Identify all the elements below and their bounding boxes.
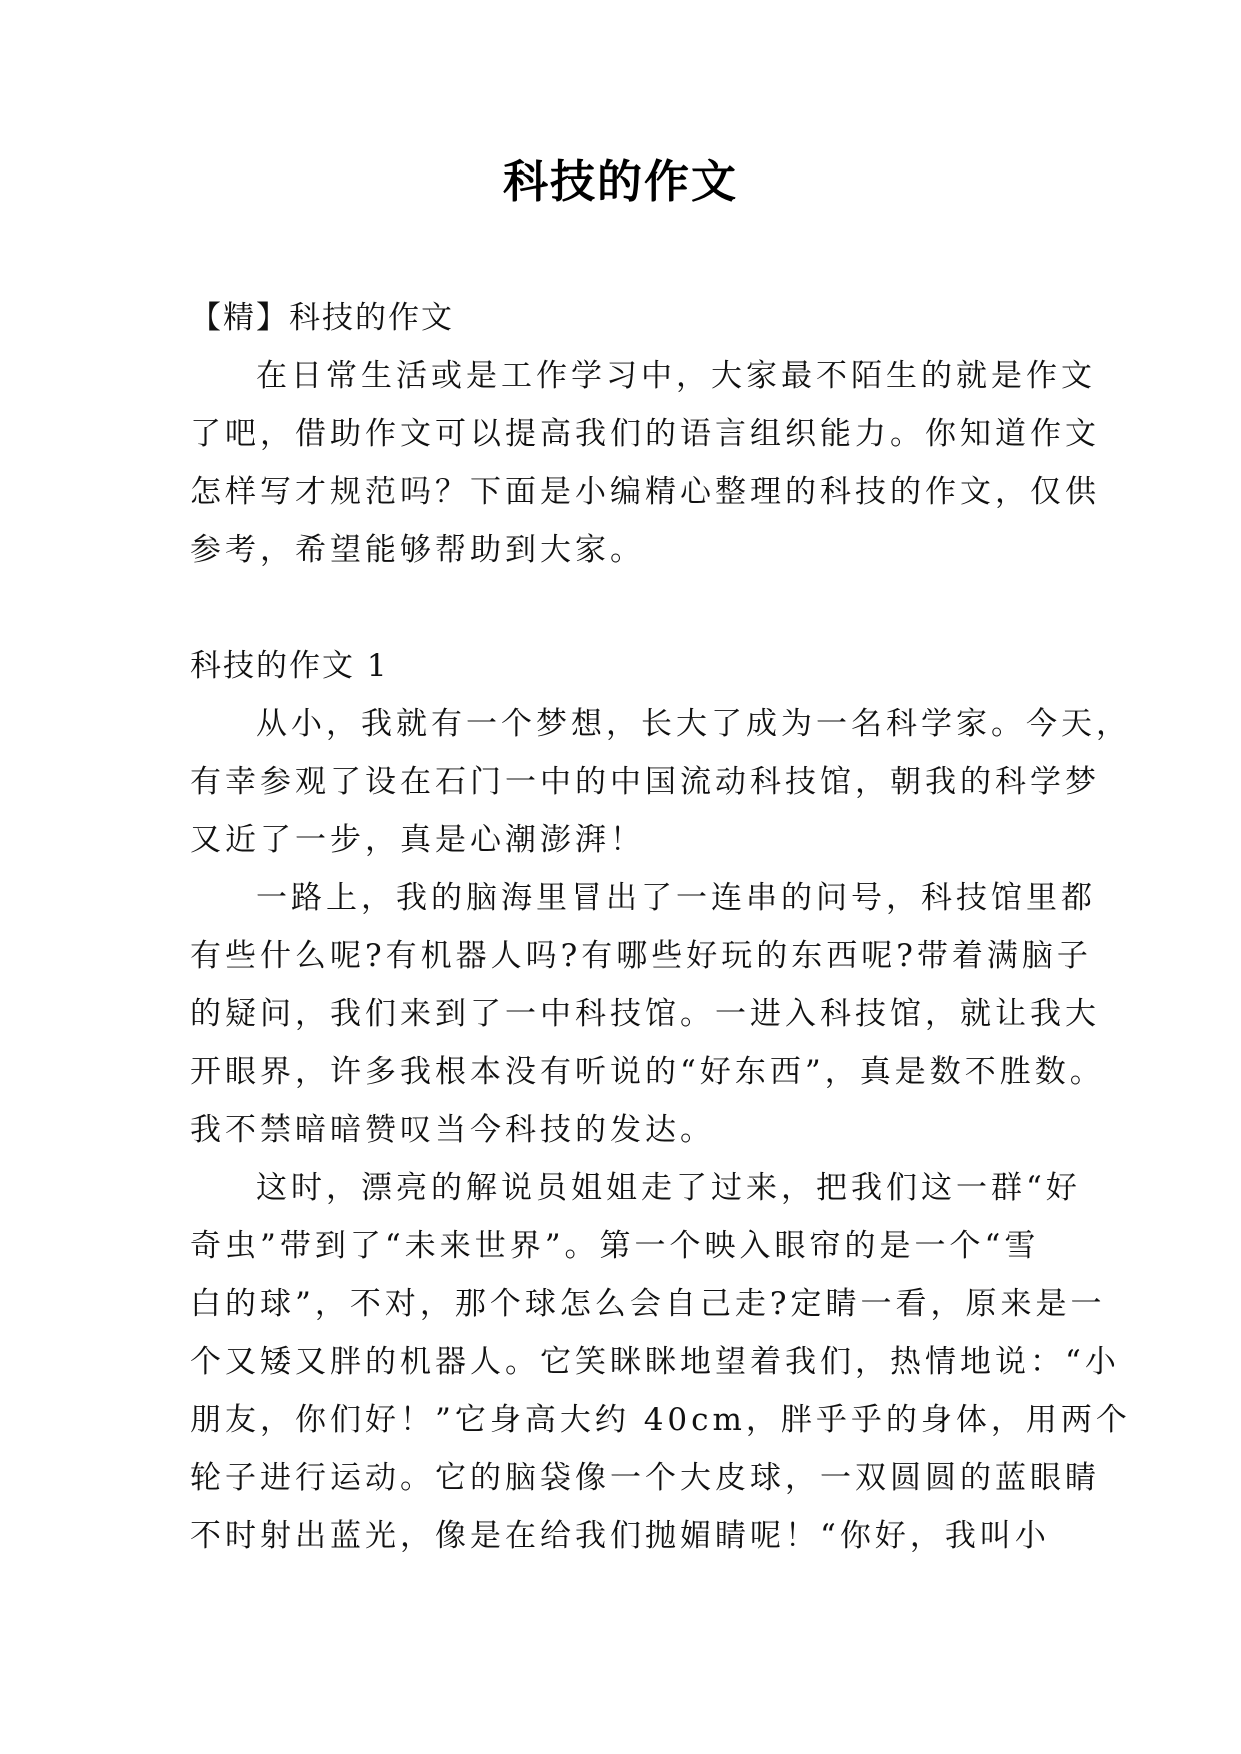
paragraph-line: 个又矮又胖的机器人。它笑眯眯地望着我们，热情地说：“小	[190, 1344, 1120, 1380]
paragraph-line: 从小，我就有一个梦想，长大了成为一名科学家。今天，	[256, 706, 1131, 742]
paragraph-line: 白的球”，不对，那个球怎么会自己走?定睛一看，原来是一	[190, 1286, 1106, 1322]
paragraph-line: 这时，漂亮的解说员姐姐走了过来，把我们这一群“好	[256, 1170, 1081, 1206]
paragraph-line: 轮子进行运动。它的脑袋像一个大皮球，一双圆圆的蓝眼睛	[190, 1460, 1100, 1496]
paragraph-line: 我不禁暗暗赞叹当今科技的发达。	[190, 1112, 715, 1148]
paragraph-line: 有些什么呢?有机器人吗?有哪些好玩的东西呢?带着满脑子	[190, 938, 1092, 974]
section-heading: 科技的作文 1	[190, 648, 389, 684]
subtitle: 【精】科技的作文	[190, 300, 454, 336]
intro-line: 在日常生活或是工作学习中，大家最不陌生的就是作文	[256, 358, 1096, 394]
intro-line: 参考，希望能够帮助到大家。	[190, 532, 645, 568]
paragraph-line: 开眼界，许多我根本没有听说的“好东西”，真是数不胜数。	[190, 1054, 1105, 1090]
paragraph-line: 一路上，我的脑海里冒出了一连串的问号，科技馆里都	[256, 880, 1096, 916]
intro-line: 怎样写才规范吗？下面是小编精心整理的科技的作文，仅供	[190, 474, 1100, 510]
paragraph-line: 不时射出蓝光，像是在给我们抛媚睛呢！“你好，我叫小	[190, 1518, 1050, 1554]
document-title: 科技的作文	[502, 155, 738, 208]
paragraph-line: 有幸参观了设在石门一中的中国流动科技馆，朝我的科学梦	[190, 764, 1100, 800]
paragraph-line: 又近了一步，真是心潮澎湃！	[190, 822, 645, 858]
paragraph-line: 的疑问，我们来到了一中科技馆。一进入科技馆，就让我大	[190, 996, 1100, 1032]
paragraph-line: 奇虫”带到了“未来世界”。第一个映入眼帘的是一个“雪	[190, 1228, 1040, 1264]
intro-line: 了吧，借助作文可以提高我们的语言组织能力。你知道作文	[190, 416, 1100, 452]
paragraph-line: 朋友，你们好！”它身高大约 40cm，胖乎乎的身体，用两个	[190, 1402, 1131, 1438]
